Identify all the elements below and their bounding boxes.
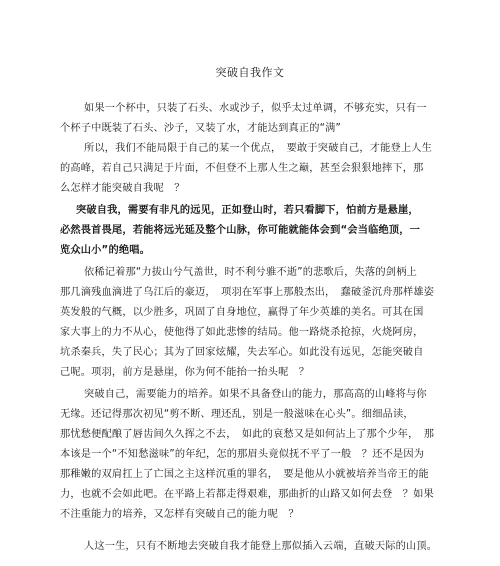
body-line: 如果一个杯中，只装了石头、水或沙子，似乎太过单调，不够充实，只有一	[84, 103, 427, 114]
body-line: 突破自我，需要有非凡的远见，正如登山时，若只看脚下，怕前方是悬崖，	[76, 205, 419, 216]
body-line: 个杯子中既装了石头、沙子，又装了水，才能达到真正的“满”	[60, 123, 342, 134]
body-line: 那稚嫩的双肩扛上了亡国之主这样沉重的罪名， 要是他从小就被培养当帝王的能	[60, 469, 429, 480]
body-line: 人这一生，只有不断地去突破自我才能登上那似插入云端，直破天际的山顶。	[84, 541, 438, 552]
body-line: 英发般的气概，以少胜多，巩固了自身地位，赢得了年少英雄的美名。可其在国	[60, 307, 424, 318]
body-line: 坑杀秦兵，失了民心；其为了回家炫耀，失去军心。如此没有远见，怎能突破自	[60, 347, 424, 358]
body-line: 所以，我们不能局限于自己的某一个优点， 要敢于突破自己，才能登上人生	[84, 143, 433, 154]
body-line: 的高峰，若自己只满足于片面，不但登不上那人生之巅，甚至会狠狠地摔下，那	[60, 163, 424, 174]
body-line: 突破自己，需要能力的培养。如果不具备登山的能力，那高高的山峰将与你	[84, 389, 427, 400]
body-line: 么怎样才能突破自我呢 ？	[60, 183, 185, 194]
body-line: 力，也就不会如此吧。在平路上若都走得艰难，那曲折的山路又如何去登 ？如果	[60, 489, 434, 500]
document-title: 突破自我作文	[215, 66, 285, 79]
body-line: 那几滴残血滴进了乌江后的豪迈， 项羽在军事上那般杰出， 蠢破釜沉舟那样雄姿	[60, 287, 435, 298]
body-line: 那忧愁便配酿了唇齿间久久挥之不去， 如此的哀愁又是如何沾上了那个少年， 那	[60, 429, 435, 440]
body-line: 家大事上的力不从心，使他得了如此悲惨的结局。他一路烧杀抢掠，火烧阿房，	[60, 327, 424, 338]
body-line: 己呢。项羽，前方是悬崖，你为何不能抬一抬头呢 ？	[60, 367, 310, 378]
body-line: 依稀记着那“力拔山兮气盖世，时不利兮骓不逝”的悲歌后，失落的剑柄上	[84, 267, 417, 278]
body-line: 无缘。还记得那次初见“剪不断、理还乱，别是一般滋味在心头”。细细品读，	[60, 409, 414, 420]
body-line: 本该是一个“不知愁滋味”的年纪，怎的那眉头竟似抚不平了一般 ？还不是因为	[60, 449, 425, 460]
body-line: 不注重能力的培养，又怎样有突破自己的能力呢 ？	[60, 509, 299, 520]
body-line: 必然畏首畏尾，若能将远光延及整个山脉，你可能就能体会到“会当临绝顶，一	[60, 225, 421, 236]
body-line: 览众山小”的绝唱。	[60, 245, 150, 256]
